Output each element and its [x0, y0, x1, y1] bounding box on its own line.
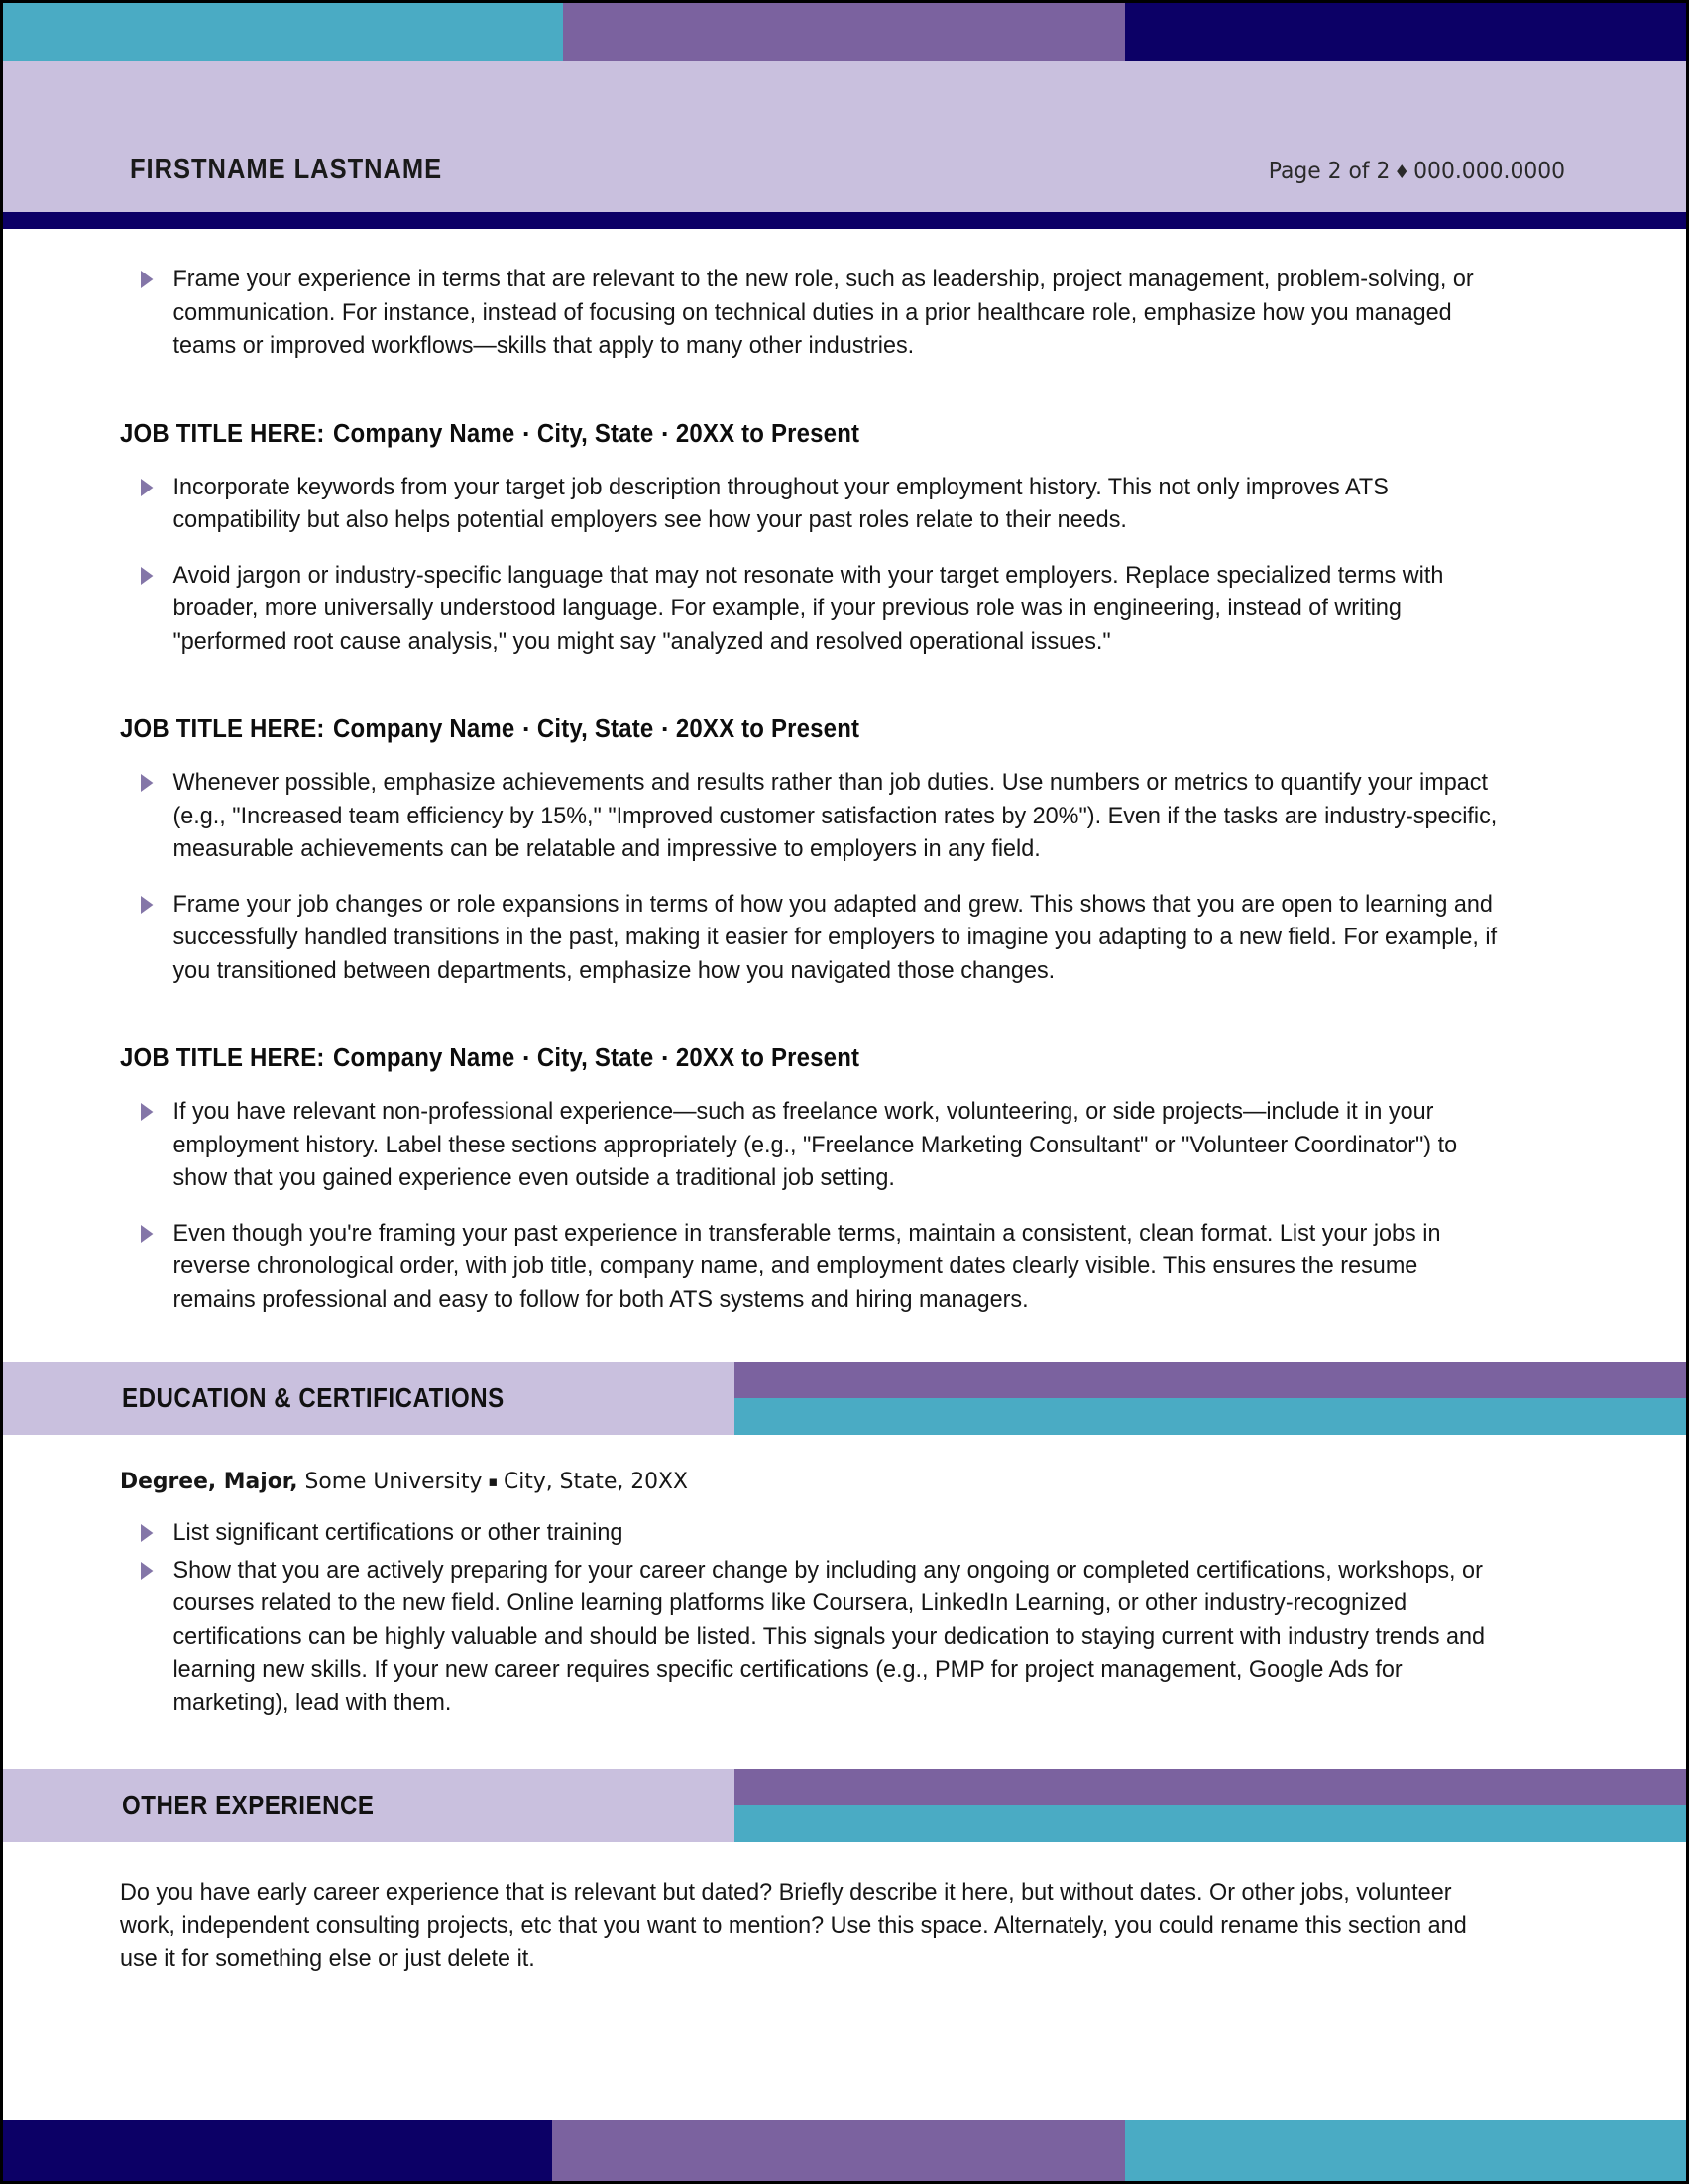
job-dates: 20XX to Present [675, 1044, 860, 1072]
square-separator-icon: ▪ [522, 1050, 529, 1067]
arrow-bullet-icon [141, 1562, 153, 1580]
job-bullet-list [120, 471, 1565, 659]
degree-line [120, 1469, 1521, 1494]
arrow-bullet-icon [141, 1225, 153, 1243]
list-item [120, 559, 1500, 659]
arrow-bullet-icon [141, 896, 153, 914]
degree-major: Degree, Major, [120, 1469, 298, 1494]
list-item [120, 888, 1500, 988]
square-separator-icon: ▪ [522, 721, 529, 738]
resume-content [3, 229, 1689, 1976]
arrow-bullet-icon [141, 774, 153, 792]
job-dates: 20XX to Present [675, 715, 860, 743]
education-bullet-list [120, 1516, 1565, 1719]
job-location: City, State [536, 419, 654, 448]
square-separator-icon: ▪ [522, 425, 529, 443]
top-decorative-bar [3, 3, 1689, 61]
list-item-text: Incorporate keywords from your target job description throughout your employment history. This not only improves ATS compatibility but also helps potential employers see how your past roles relate to their needs. [172, 473, 1389, 533]
job-heading [120, 420, 1479, 449]
bottom-decorative-bar [3, 2120, 1689, 2181]
section-header-purple-band [734, 1362, 1689, 1398]
job-heading [120, 715, 1479, 744]
square-separator-icon: ▪ [661, 721, 668, 738]
list-item-text: If you have relevant non-professional experience—such as freelance work, volunteering, or side projects—include it in your employment history. Label these sections appropriately (e.g., "Freelance Marketing Consultant" or "Volunteer Coordinator") to show that you gained experience even outside a traditional job setting. [172, 1098, 1458, 1191]
top-bar-purple-segment [563, 3, 1125, 61]
other-experience-body [3, 1842, 1689, 1976]
job-heading [120, 1044, 1479, 1073]
list-item [120, 471, 1500, 537]
arrow-bullet-icon [141, 1524, 153, 1542]
section-header-teal-band [734, 1398, 1689, 1435]
list-item-text: Frame your job changes or role expansions in terms of how you adapted and grew. This shows that you are open to learning and successfully handled transitions in the past, making it easier for employers to imagine you adapting to a new field. For example, if you transitioned between departments, emphasize how you navigated those changes. [172, 890, 1498, 984]
arrow-bullet-icon [141, 567, 153, 585]
list-item-text: Avoid jargon or industry-specific language that may not resonate with your target employers. Replace specialized terms with broader, more universally understood language. For example, if your previous role was in engineering, instead of writing "performed root cause analysis," you might say "analyzed and resolved operational issues." [172, 561, 1444, 655]
job-bullet-list [120, 766, 1565, 987]
bottom-bar-navy-segment [3, 2120, 552, 2181]
list-item [120, 1516, 1500, 1550]
section-header-other-experience [3, 1769, 1689, 1842]
arrow-bullet-icon [141, 1103, 153, 1121]
list-item-text: Show that you are actively preparing for your career change by including any ongoing or completed certifications, workshops, or courses related to the new field. Online learning platforms like Coursera, LinkedIn Learning, or other industry-recognized certifications can be highly valuable and should be listed. This signals your dedication to staying current with industry trends and learning new skills. If your new career requires specific certifications (e.g., PMP for project management, Google Ads for marketing), lead with them. [172, 1556, 1486, 1716]
header-page-meta [1269, 159, 1565, 184]
section-header-purple-band [734, 1769, 1689, 1805]
job-entry-1 [3, 363, 1689, 659]
diamond-separator-icon: ♦ [1394, 162, 1410, 183]
education-body [3, 1435, 1689, 1719]
job-title: JOB TITLE HERE: [120, 715, 325, 743]
page-header-band [3, 61, 1689, 212]
bottom-bar-purple-segment [552, 2120, 1125, 2181]
job-company: Company Name [333, 1044, 515, 1072]
list-item [120, 1095, 1500, 1195]
job-title: JOB TITLE HERE: [120, 419, 325, 448]
list-item [120, 263, 1500, 363]
job-location: City, State [536, 715, 654, 743]
square-separator-icon: ▪ [661, 425, 668, 443]
top-bar-navy-segment [1125, 3, 1689, 61]
list-item-text: Frame your experience in terms that are relevant to the new role, such as leadership, project management, problem-solving, or communication. For instance, instead of focusing on technical duties in a prior healthcare role, emphasize how you managed teams or improved workflows—skills that apply to many other industries. [172, 266, 1474, 359]
continued-bullet-list [120, 263, 1565, 363]
list-item [120, 766, 1500, 866]
job-location: City, State [536, 1044, 654, 1072]
job-dates: 20XX to Present [675, 419, 860, 448]
square-separator-icon: ▪ [488, 1473, 499, 1490]
header-navy-rule [3, 212, 1689, 229]
square-separator-icon: ▪ [661, 1050, 668, 1067]
section-header-education [3, 1362, 1689, 1435]
arrow-bullet-icon [141, 271, 153, 288]
degree-university: Some University [304, 1469, 483, 1494]
top-bar-teal-segment [3, 3, 563, 61]
page-number-label: Page 2 of 2 [1268, 159, 1391, 184]
list-item-text: List significant certifications or other training [172, 1519, 623, 1546]
page-title: FIRSTNAME LASTNAME [130, 154, 443, 185]
job-bullet-list [120, 1095, 1565, 1316]
section-title: OTHER EXPERIENCE [122, 1790, 375, 1820]
job-entry-3 [3, 987, 1689, 1316]
list-item-text: Even though you're framing your past experience in transferable terms, maintain a consistent, clean format. List your jobs in reverse chronological order, with job title, company name, and employment dates clearly visible. This ensures the resume remains professional and easy to follow for both ATS systems and hiring managers. [172, 1219, 1441, 1313]
job-title: JOB TITLE HERE: [120, 1044, 325, 1072]
job-entry-2 [3, 658, 1689, 987]
header-phone: 000.000.0000 [1413, 159, 1565, 184]
list-item [120, 1217, 1500, 1317]
degree-location-year: City, State, 20XX [503, 1469, 688, 1494]
list-item-text: Whenever possible, emphasize achievements and results rather than job duties. Use numbers or metrics to quantify your impact (e.g., "Increased team efficiency by 15%," "Improved customer satisfaction rates by 20%"). Even if the tasks are industry-specific, measurable achievements can be relatable and impressive to employers in any field. [172, 769, 1498, 862]
list-item [120, 1554, 1500, 1720]
job-company: Company Name [333, 715, 515, 743]
page-header-content [3, 154, 1689, 186]
bottom-bar-teal-segment [1125, 2120, 1689, 2181]
section-header-teal-band [734, 1805, 1689, 1842]
continued-experience-block [3, 229, 1689, 363]
arrow-bullet-icon [141, 479, 153, 496]
other-experience-paragraph: Do you have early career experience that is relevant but dated? Briefly describe it here, but without dates. Or other jobs, volunteer work, independent consulting projects, etc that you want to mention? Use this space. Alternately, you could rename this section and use it for something else or just delete it. [120, 1879, 1467, 1972]
job-company: Company Name [333, 419, 515, 448]
section-title: EDUCATION & CERTIFICATIONS [122, 1382, 505, 1413]
